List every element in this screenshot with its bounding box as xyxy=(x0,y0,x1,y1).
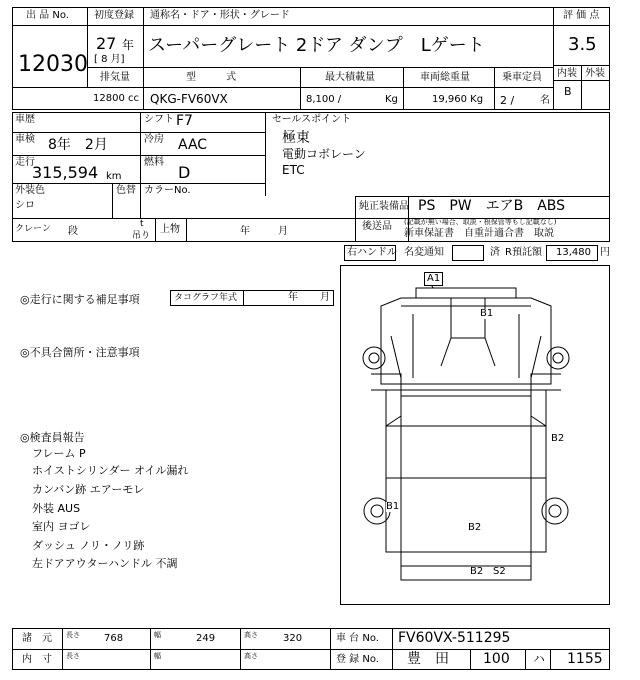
crane-hang: 吊り xyxy=(132,231,151,241)
score-value: 3.5 xyxy=(568,34,597,55)
report-line-5: 室内 ヨゴレ xyxy=(32,520,91,533)
wid-value: 249 xyxy=(196,633,216,644)
diagram-label-b2-side: B2 xyxy=(551,433,565,444)
footer-div4 xyxy=(330,628,331,670)
run-notes-label: ◎走行に関する補足事項 xyxy=(20,293,140,306)
sales-line-3: ETC xyxy=(282,163,305,177)
crane-stage: 段 xyxy=(68,226,78,237)
car-name: スーパーグレート 2ドア ダンプ Lゲート xyxy=(148,35,485,56)
model-label: 型 式 xyxy=(186,72,236,83)
shift-label: シフト xyxy=(144,114,174,125)
name-change-box xyxy=(452,245,484,261)
tacho-split xyxy=(243,290,244,306)
diagram-label-b1-rear: B1 xyxy=(386,501,400,512)
hgt-label: 高さ xyxy=(244,631,258,639)
reg-divider xyxy=(143,7,144,67)
equip-split xyxy=(355,196,356,242)
len-value: 768 xyxy=(104,633,124,644)
diagram-label-a1: A1 xyxy=(424,272,443,286)
score-label: 評 価 点 xyxy=(563,10,600,21)
score-divider xyxy=(553,7,554,110)
info-row2 xyxy=(12,155,265,156)
cap-label: 乗車定員 xyxy=(502,72,542,83)
model-value: QKG-FV60VX xyxy=(150,92,228,106)
mount-year: 年 xyxy=(240,226,250,237)
ext-color-value: シロ xyxy=(15,200,35,211)
chassis-label: 車 台 No. xyxy=(336,633,379,644)
reg-label: 初度登録 xyxy=(94,10,134,21)
report-line-3: カンバン跡 エアーモレ xyxy=(32,483,145,496)
crane-label: クレーン xyxy=(15,224,51,234)
lot-bottom-line xyxy=(12,87,87,88)
history-label: 車歴 xyxy=(15,114,35,125)
tacho-label: タコグラフ年式 xyxy=(174,293,238,303)
fuel-label: 燃料 xyxy=(144,157,164,168)
footer-div8 xyxy=(550,649,551,670)
info-row5 xyxy=(355,196,610,197)
load-value: 8,100 / xyxy=(306,94,342,105)
exterior-label: 外装 xyxy=(585,68,605,79)
spec-div1 xyxy=(143,67,144,110)
report-line-7: 左ドアアウターハンドル 不調 xyxy=(32,557,178,570)
footer-div2 xyxy=(150,628,151,670)
diagram-label-b1-cab: B1 xyxy=(480,308,494,319)
mileage-label: 走行 xyxy=(15,157,35,168)
tacho-month: 月 xyxy=(320,292,330,303)
cap-value: 2 / xyxy=(500,94,515,107)
inspect-value: 8年 2月 xyxy=(48,137,108,153)
gross-label: 車両総重量 xyxy=(420,72,470,83)
report-line-2: ホイストシリンダー オイル漏れ xyxy=(32,464,189,477)
equip-value: PS PW エアB ABS xyxy=(418,198,566,214)
footer-div3 xyxy=(240,628,241,670)
defect-label: ◎不具合箇所・注意事項 xyxy=(20,346,140,359)
reg-no-label: 登 録 No. xyxy=(336,654,379,665)
dims-label: 諸 元 xyxy=(22,633,52,644)
hgt-value: 320 xyxy=(283,633,303,644)
spec-div3 xyxy=(403,67,404,110)
inspect-label: 車検 xyxy=(15,134,35,145)
ac-value: AAC xyxy=(178,137,208,153)
reg-kana: ハ xyxy=(533,652,546,666)
sales-line-1: 極東 xyxy=(282,130,310,146)
color-change-label: 色替 xyxy=(116,185,136,196)
name-change-label: 名変通知 xyxy=(404,247,444,258)
footer-div1 xyxy=(62,628,63,670)
interior-label: 内装 xyxy=(557,68,577,79)
footer-div5 xyxy=(392,628,393,670)
diagram-label-b2-rear: B2 xyxy=(470,566,484,577)
reg-area: 豊 田 xyxy=(407,651,449,667)
sales-label: セールスポイント xyxy=(272,114,352,125)
load-unit: Kg xyxy=(385,94,398,105)
footer-div6 xyxy=(470,649,471,670)
reg-number: 1155 xyxy=(567,651,603,667)
spec-div4 xyxy=(494,67,495,110)
reg-year: 27 xyxy=(96,34,117,53)
ext-color-label: 外装色 xyxy=(15,185,45,196)
cap-unit: 名 xyxy=(540,95,550,106)
ac-label: 冷房 xyxy=(144,134,164,145)
mount-label: 上物 xyxy=(160,224,180,235)
recycle-value: 13,480 xyxy=(556,247,591,258)
header-label-line xyxy=(12,25,610,26)
footer-div7 xyxy=(525,649,526,670)
tacho-year: 年 xyxy=(288,292,298,303)
inner-len-label: 長さ xyxy=(66,652,80,660)
after-label: 後送品 xyxy=(362,221,392,232)
info-row3 xyxy=(12,183,265,184)
after-note: (記載が無い場合、取説・根保管等もし記載なし) xyxy=(404,218,557,226)
mileage-unit: km xyxy=(106,171,122,182)
info-mid xyxy=(265,112,266,196)
wid-label: 幅 xyxy=(154,631,161,639)
lot-number: 12030 xyxy=(18,52,88,77)
header-mid-line xyxy=(87,67,553,68)
report-label: ◎検査員報告 xyxy=(20,431,85,444)
inner-wid-label: 幅 xyxy=(154,652,161,660)
tax-label: 済 xyxy=(490,247,500,258)
crane-ton: t xyxy=(140,219,144,229)
reg-year-unit: 年 xyxy=(122,38,135,52)
lot-label: 出 品 No. xyxy=(26,10,69,21)
yen-label: 円 xyxy=(600,247,610,258)
len-label: 長さ xyxy=(66,631,80,639)
diagram-label-b2-bed: B2 xyxy=(468,522,482,533)
fuel-value: D xyxy=(178,163,191,182)
int-ext-divider xyxy=(581,65,582,110)
inner-hgt-label: 高さ xyxy=(244,652,258,660)
shift-value: F7 xyxy=(176,113,193,129)
info-row1 xyxy=(12,132,265,133)
report-line-4: 外装 AUS xyxy=(32,502,81,515)
disp-value: 12800 cc xyxy=(93,93,139,104)
chassis-value: FV60VX-511295 xyxy=(398,630,511,646)
gross-value: 19,960 Kg xyxy=(432,94,484,105)
specs-label-line xyxy=(87,87,553,88)
load-label: 最大積載量 xyxy=(325,72,375,83)
reg-class: 100 xyxy=(483,651,510,667)
mount-split xyxy=(186,218,187,242)
color-split xyxy=(112,183,113,218)
rh-label: 右ハンドル xyxy=(347,247,397,258)
report-line-1: フレーム P xyxy=(32,447,86,460)
left-split xyxy=(140,112,141,218)
sales-line-2: 電動コボレーン xyxy=(282,147,366,161)
crane-split xyxy=(155,218,156,242)
color-code-label: カラーNo. xyxy=(144,185,191,196)
diagram-label-s2-rear: S2 xyxy=(493,566,506,577)
report-line-6: ダッシュ ノリ・ノリ跡 xyxy=(32,539,145,552)
interior-grade: B xyxy=(564,85,572,98)
mileage-value: 315,594 xyxy=(32,163,99,182)
mount-month: 月 xyxy=(278,226,288,237)
inner-label: 内 寸 xyxy=(22,654,52,665)
equip-label: 純正装備品 xyxy=(359,201,409,212)
reg-month: [ 8 月] xyxy=(94,54,125,65)
recycle-label: R預託額 xyxy=(505,247,542,258)
after-value: 新車保証書 自重計適合書 取説 xyxy=(404,228,554,239)
footer-mid xyxy=(12,649,610,650)
spec-div2 xyxy=(300,67,301,110)
truck-diagram xyxy=(341,266,609,604)
car-label: 通称名・ドア・形状・グレード xyxy=(150,10,290,21)
disp-label: 排気量 xyxy=(100,72,130,83)
